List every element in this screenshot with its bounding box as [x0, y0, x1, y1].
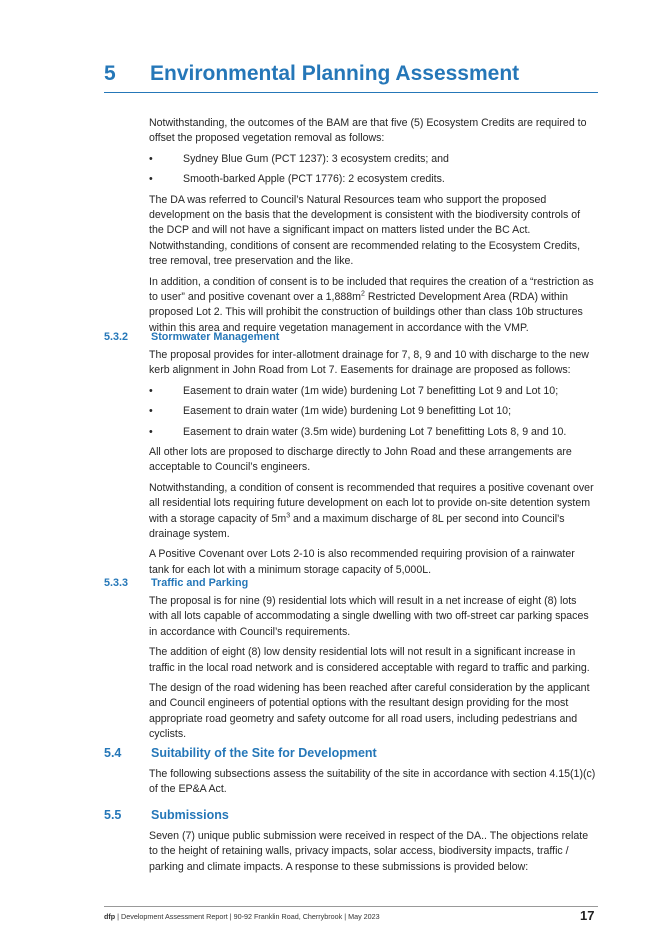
submissions-paragraph: Seven (7) unique public submission were received in respect of the DA.. The objections relate to the height of retaining walls, privacy impacts, solar access, biodiversity impacts, traffic / parking and climate impacts. A response to these submissions is provided below: [149, 830, 589, 873]
footer-text: | Development Assessment Report | 90-92 Franklin Road, Cherrybrook | May 2023 [115, 912, 380, 921]
list-item: • Easement to drain water (1m wide) burdening Lot 7 benefitting Lot 9 and Lot 10; [149, 384, 597, 399]
section-title: Environmental Planning Assessment [150, 62, 520, 85]
footer-brand: dfp [104, 912, 116, 921]
page-number: 17 [580, 908, 595, 923]
intro-block [149, 116, 597, 336]
submissions-block [149, 829, 597, 875]
section-divider [104, 92, 598, 93]
suitability-block [149, 767, 597, 798]
list-item: • Sydney Blue Gum (PCT 1237): 3 ecosystem credits; and [149, 152, 597, 167]
section-number: 5.4 [104, 746, 122, 760]
subsection-title: Traffic and Parking [151, 577, 249, 589]
list-item: • Easement to drain water (1m wide) burdening Lot 9 benefitting Lot 10; [149, 404, 597, 419]
credits-list [149, 152, 597, 188]
subsection-title: Stormwater Management [151, 331, 280, 343]
footer [104, 912, 380, 921]
section-title: Suitability of the Site for Development [151, 746, 377, 760]
stormwater-block [149, 348, 597, 578]
rainwater-paragraph: A Positive Covenant over Lots 2-10 is also recommended requiring provision of a rainwater tank for each lot with a minimum storage capacity of 5,000L. [149, 548, 575, 576]
traffic-block [149, 594, 597, 743]
drainage-paragraph: The proposal provides for inter-allotment drainage for 7, 8, 9 and 10 with discharge to the new kerb alignment in John Road from Lot 7. Easements for drainage are proposed as follows: [149, 349, 589, 377]
footer-divider [104, 906, 598, 907]
referral-paragraph: The DA was referred to Council’s Natural Resources team who support the proposed development on the basis that the development is consistent with the biodiversity controls of the DCP and will not have a significant impact on matters listed under the BC Act. Notwithstanding, conditions of consent are recommended relating to the Ecosystem Credits, tree removal, tree preservation and the like. [149, 193, 581, 268]
section-number: 5.5 [104, 808, 122, 822]
traffic-paragraph: The addition of eight (8) low density residential lots will not result in a significant increase in traffic in the local road network and is considered acceptable with regard to traffic and parking. [149, 646, 590, 674]
intro-paragraph: Notwithstanding, the outcomes of the BAM are that five (5) Ecosystem Credits are required to offset the proposed vegetation removal as follows: [149, 117, 587, 145]
subsection-number: 5.3.3 [104, 577, 129, 589]
traffic-paragraph: The proposal is for nine (9) residential lots which will result in a net increase of eight (8) lots with all lots capable of accommodating a single dwelling with two off-street car parking spaces in accordance with Council’s requirements. [149, 595, 589, 638]
list-item: • Easement to drain water (3.5m wide) burdening Lot 7 benefitting Lots 8, 9 and 10. [149, 425, 597, 440]
suitability-paragraph: The following subsections assess the suitability of the site in accordance with section 4.15(1)(c) of the EP&A Act. [149, 768, 596, 796]
section-title: Submissions [151, 808, 229, 822]
section-number: 5 [104, 62, 116, 85]
list-item: • Smooth-barked Apple (PCT 1776): 2 ecosystem credits. [149, 172, 597, 187]
discharge-paragraph: All other lots are proposed to discharge directly to John Road and these arrangements are acceptable to Council’s engineers. [149, 446, 572, 474]
covenant-paragraph: In addition, a condition of consent is to be included that requires the creation of a “restriction as to user” and positive covenant over a $1,888m^2$ Restricted Development Area (RDA) within proposed Lot 2. This will prohibit the construction of buildings other than class 10b structures within this area and require vegetation management in accordance with the VMP. [149, 275, 594, 334]
subsection-number: 5.3.2 [104, 331, 129, 343]
easements-list [149, 384, 597, 440]
detention-paragraph: Notwithstanding, a condition of consent is recommended that requires a positive covenant over all residential lots requiring future development on each lot to provide on-site detention system with a storage capacity of $5m^3$ and a maximum discharge of 8L per second into Council’s drainage system. [149, 481, 594, 541]
traffic-paragraph: The design of the road widening has been reached after careful consideration by the applicant and Council engineers of potential options with the resultant design providing for the most appropriate road geometry and safety outcome for all road users, including pedestrians and cyclists. [149, 682, 590, 741]
